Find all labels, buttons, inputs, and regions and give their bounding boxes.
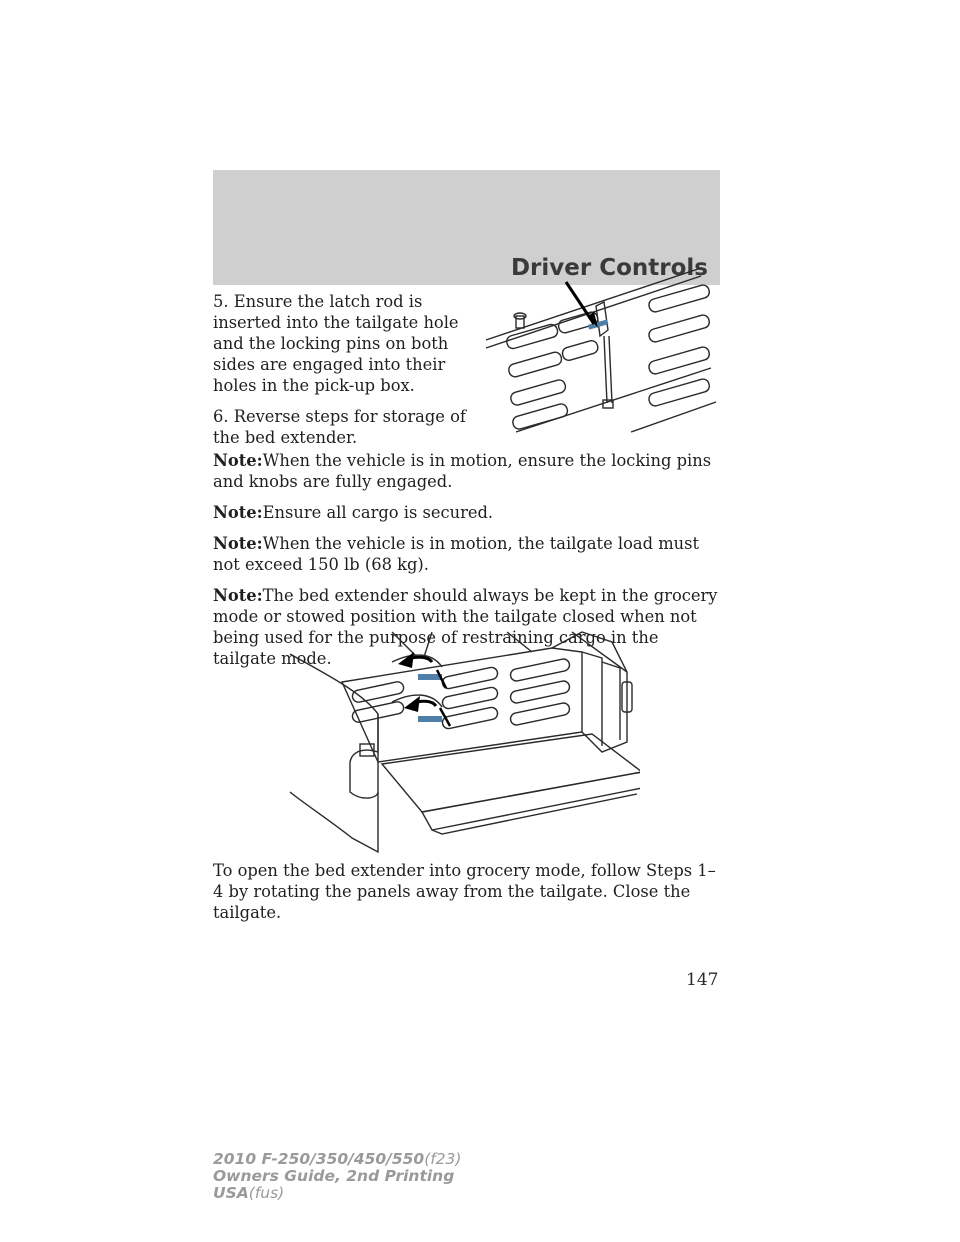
note-label: Note: bbox=[213, 503, 263, 522]
note-label: Note: bbox=[213, 451, 263, 470]
steps-block bbox=[213, 291, 483, 458]
footer-market-code: (fus) bbox=[248, 1184, 285, 1202]
document-footer bbox=[213, 1151, 613, 1202]
footer-line-market bbox=[213, 1185, 613, 1202]
note-cargo-secured bbox=[213, 502, 723, 523]
latch-rod-illustration bbox=[476, 268, 722, 440]
note-text: When the vehicle is in motion, the tailgate load must not exceed 150 lb (68 kg). bbox=[213, 534, 700, 574]
note-label: Note: bbox=[213, 534, 263, 553]
closing-instructions bbox=[213, 860, 723, 923]
note-text: Ensure all cargo is secured. bbox=[262, 503, 494, 522]
note-label: Note: bbox=[213, 586, 263, 605]
section-title: Driver Controls bbox=[510, 255, 708, 281]
footer-model-code: (f23) bbox=[424, 1150, 462, 1168]
footer-line-model bbox=[213, 1151, 613, 1168]
footer-model: 2010 F-250/350/450/550 bbox=[213, 1150, 425, 1168]
note-text: The bed extender should always be kept in the grocery mode or stowed position with the tailgate closed when not being used for the purpose of restraining cargo in the tailgate mode. bbox=[213, 586, 718, 668]
closing-text: To open the bed extender into grocery mode, follow Steps 1–4 by rotating the panels away from the tailgate. Close the tailgate. bbox=[213, 861, 716, 922]
page-number: 147 bbox=[686, 970, 719, 990]
footer-market: USA bbox=[213, 1184, 249, 1202]
note-tailgate-load bbox=[213, 533, 723, 575]
note-text: When the vehicle is in motion, ensure the locking pins and knobs are fully engaged. bbox=[213, 451, 712, 491]
step-5: 5. Ensure the latch rod is inserted into the tailgate hole and the locking pins on both sides are engaged into their holes in the pick-up box. bbox=[213, 292, 459, 395]
footer-line-edition: Owners Guide, 2nd Printing bbox=[213, 1167, 455, 1185]
bed-extender-illustration bbox=[282, 612, 640, 860]
step-6: 6. Reverse steps for storage of the bed extender. bbox=[213, 407, 466, 447]
note-motion-engaged bbox=[213, 450, 723, 492]
